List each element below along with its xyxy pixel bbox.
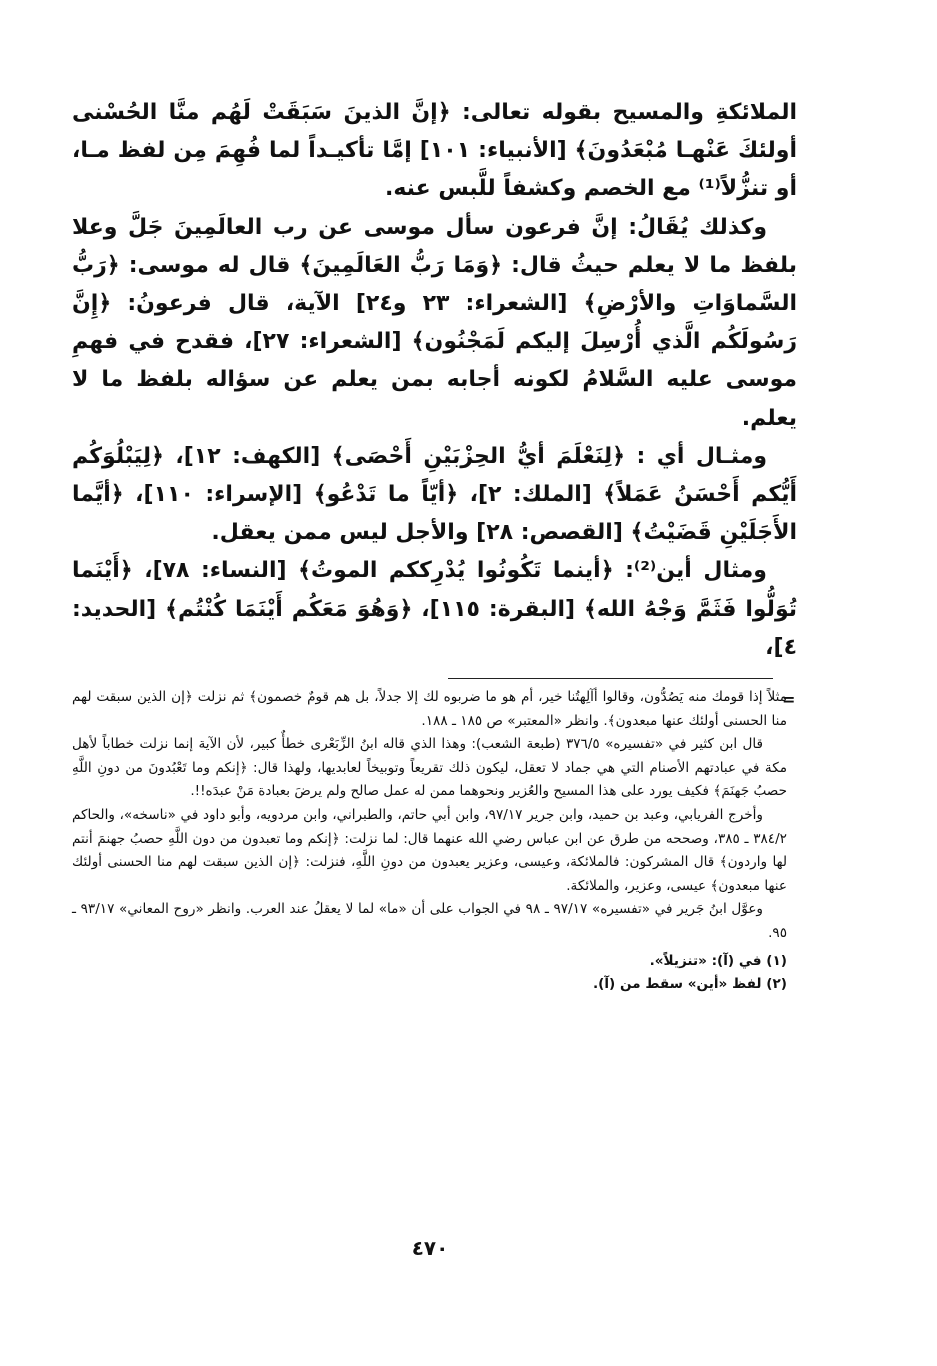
- main-paragraph: الملائكةِ والمسيح بقوله تعالى: ﴿إنَّ الذينَ سَبَقَتْ لَهُم منَّا الحُسْنى أولئكَ عَنْهـا مُبْعَدُونَ﴾ [الأنبياء: ١٠١] إمَّا تأكيـداً لما فُهِمَ مِن لفظ مـا، أو تنزُّلاً⁽¹⁾ مع الخصم وكشفاً للَّبس عنه.: [72, 100, 798, 202]
- footnote-2: (٢) لفظ «أين» سقط من (آ).: [592, 976, 787, 993]
- footnotes: [72, 686, 787, 997]
- footnote-paragraph: مثلاً إذا قومك منه يَصُدُّون، وقالوا أآلِهتُنا خير، أم هو ما ضربوه لك إلا جدلاً، بل هم قومٌ خصمون﴾ ثم نزلت ﴿إن الذين سبقت لهم منا الحسنى أولئك عنها مبعدون﴾. وانظر «المعتبر» ص ١٨٥ ـ ١٨٨.: [72, 689, 787, 729]
- footnote-divider: [448, 678, 773, 679]
- footnote-1: (١) في (آ): «تنزيلاً».: [649, 952, 787, 969]
- main-text: [72, 94, 797, 667]
- footnote-paragraph: وعوَّل ابنُ جَرير في «تفسيره» ٩٧/١٧ ـ ٩٨ في الجواب على أن «ما» لما لا يعقلُ عند العرب. وانظر «روح المعاني» ٩٣/١٧ ـ ٩٥.: [72, 901, 787, 941]
- footnote-paragraph: وأخرج الفريابي، وعبد بن حميد، وابن جرير ٩٧/١٧، وابن أبي حاتم، والطبراني، وابن مردويه، وأبو داود في «ناسخه»، والحاكم ٣٨٤/٢ ـ ٣٨٥، وصححه من طرق عن ابن عباس رضي الله عنهما قال: لما نزلت: ﴿إنكم وما تعبدون من دون اللَّهِ حصبُ جهنمَ أنتم لها واردون﴾ قال المشركون: فالملائكة، وعيسى، وعزير يعبدون من دونِ اللَّهِ، فنزلت: ﴿إن الذين سبقت لهم منا الحسنى أولئك عنها مبعدون﴾ عيسى، وعزير، والملائكة.: [72, 806, 787, 894]
- page-number: ٤٧٠: [411, 1236, 449, 1260]
- main-paragraph: ومثـال أي : ﴿لِنَعْلَمَ أيُّ الحِزْبَيْنِ أَحْصَى﴾ [الكهف: ١٢]، ﴿لِيَبْلُوَكُم أَيُّكم أَحْسَنُ عَمَلاً﴾ [الملك: ٢]، ﴿أيّاً ما تَدْعُو﴾ [الإسراء: ١١٠]، ﴿أيَّما الأَجَلَيْنِ قَضَيْتُ﴾ [القصص: ٢٨] والأجل ليس ممن يعقل.: [72, 443, 798, 546]
- footnote-continuation-mark: =: [782, 690, 796, 709]
- main-paragraph: وكذلك يُقَالُ: إنَّ فرعون سأل موسى عن رب العالَمِينَ جَلَّ وعلا بلفظ ما لا يعلم حيثُ قال: ﴿وَمَا رَبُّ العَالَمِينَ﴾ قال له موسى: ﴿رَبُّ السَّماوَاتِ والأرْضِ﴾ [الشعراء: ٢٣ و٢٤] الآية، قال فرعونُ: ﴿إِنَّ رَسُولَكُم الَّذي أُرْسِلَ إليكم لَمَجْنُون﴾ [الشعراء: ٢٧]، فقدح في فهمِ موسى عليه السَّلامُ لكونه أجابه بمن يعلم عن سؤاله بلفظ ما لا يعلم.: [72, 214, 797, 431]
- main-paragraph: ومثال أين⁽²⁾: ﴿أينما تَكُونُوا يُدْرِككم الموتُ﴾ [النساء: ٧٨]، ﴿أَيْنَما تُوَلُّوا فَثَمَّ وَجْهُ الله﴾ [البقرة: ١١٥]، ﴿وَهُوَ مَعَكُم أَيْنَمَا كُنْتُم﴾ [الحديد: ٤]،: [72, 558, 797, 660]
- footnote-paragraph: قال ابن كثير في «تفسيره» ٣٧٦/٥ (طبعة الشعب): وهذا الذي قاله ابنُ الزِّبَعْرى خطأٌ كبير، لأن الآية إنما نزلت خطاباً لأهل مكة في عبادتهم الأصنام التي هي جماد لا تعقل، ليكون ذلك تقريعاً وتوبيخاً لعابديها، ولهذا قال: ﴿إنكم وما تَعْبُدونَ من دونِ اللَّهِ حصبُ جَهنَمَ﴾ فكيف يورد على هذا المسيح والعُزير ونحوهما ممن له عمل صالح ولم يرضَ بعبادة مَنْ عبدَه!!.: [72, 736, 787, 800]
